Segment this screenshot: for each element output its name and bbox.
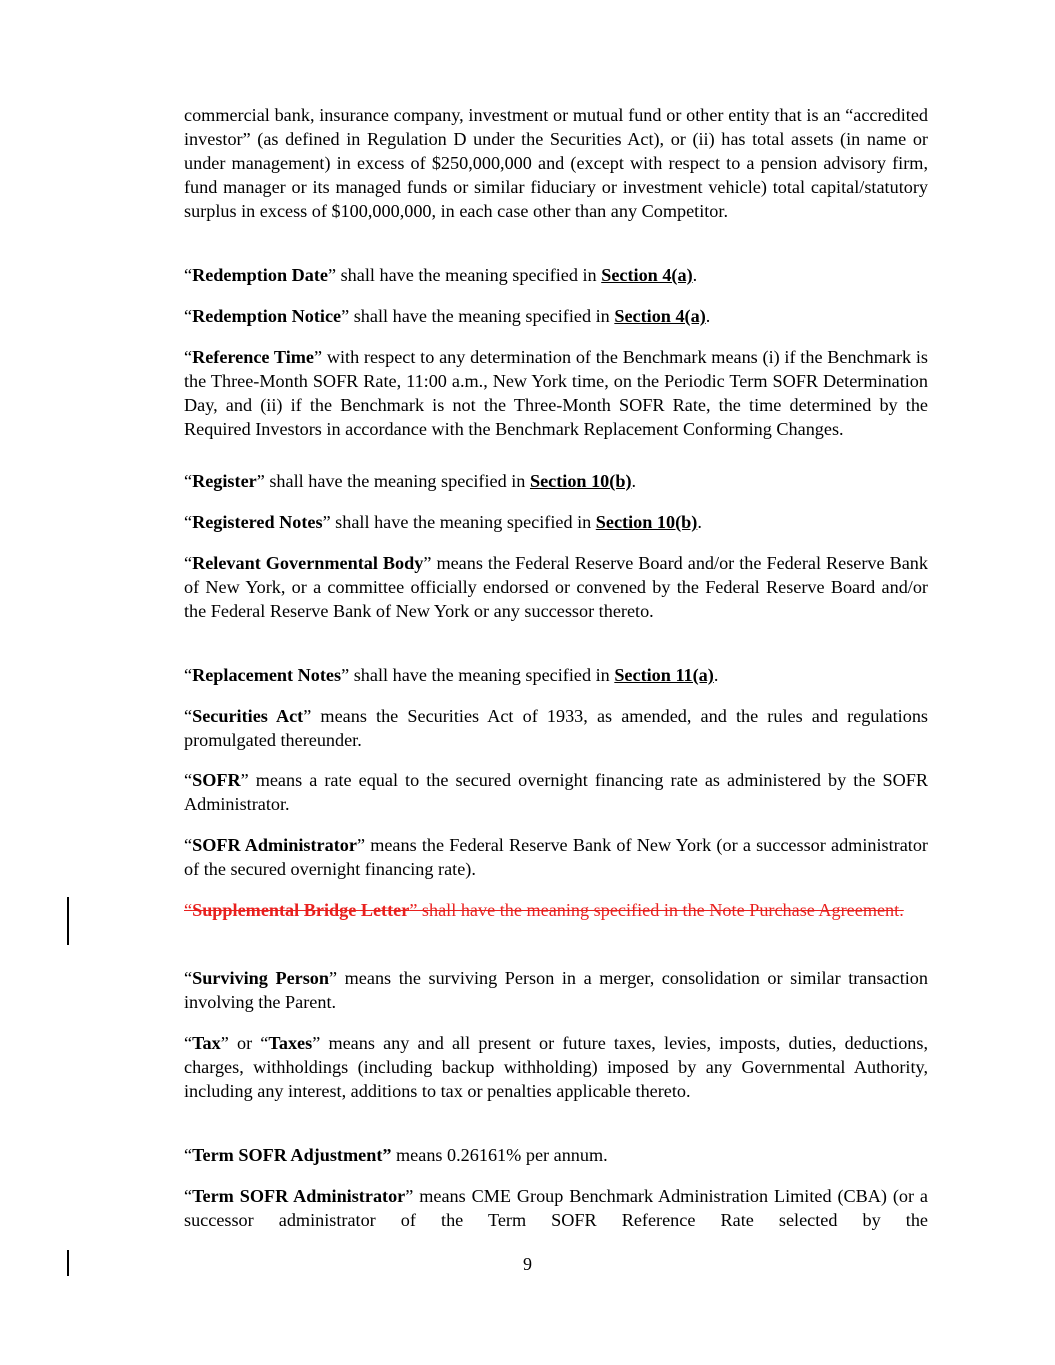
defined-term: Tax (192, 1033, 221, 1053)
defined-term: Redemption Notice (192, 306, 342, 326)
defined-term: Supplemental Bridge Letter (192, 900, 410, 920)
paragraph-intro (184, 103, 928, 223)
definition-securities-act: “Securities Act” means the Securities Act of 1933, as amended, and the rules and regulations promulgated thereunder. (184, 706, 928, 750)
definition-replacement-notes: “Replacement Notes” shall have the meaning specified in Section 11(a). (184, 665, 719, 685)
defined-term: SOFR Administrator (192, 835, 357, 855)
defined-term: Securities Act (192, 706, 304, 726)
defined-term: Surviving Person (192, 968, 330, 988)
definition-text: ” shall have the meaning specified in (327, 265, 602, 285)
revision-change-bar (67, 897, 69, 945)
defined-term: Registered Notes (192, 512, 323, 532)
section-reference: Section 10(b) (529, 471, 632, 491)
section-reference: Section 4(a) (601, 265, 693, 285)
definition-supplemental-bridge-letter-deleted: “Supplemental Bridge Letter” shall have the meaning specified in the Note Purchase Agreement. (184, 900, 904, 920)
definition-text: ” shall have the meaning specified in (341, 306, 615, 326)
definition-text: ” shall have the meaning specified in (256, 471, 530, 491)
definition-text: ” means the Federal Reserve Board and/or the Federal Reserve Bank of New York, or a committee officially endorsed or convened by the Federal Reserve Board and/or the Federal Reserve Bank of New York or any successor thereto. (184, 553, 928, 621)
definition-term-sofr-adjustment: “Term SOFR Adjustment” means 0.26161% per annum. (184, 1145, 608, 1165)
definition-text: ” means the Federal Reserve Bank of New York (or a successor administrator of the secured overnight financing rate). (184, 835, 928, 879)
definition-text: means 0.26161% per annum. (391, 1145, 608, 1165)
definition-text: ” shall have the meaning specified in the Note Purchase Agreement. (409, 900, 904, 920)
defined-term: SOFR (192, 770, 241, 790)
definition-register: “Register” shall have the meaning specified in Section 10(b). (184, 471, 637, 491)
defined-term: Replacement Notes (192, 665, 342, 685)
definition-reference-time: “Reference Time” with respect to any determination of the Benchmark means (i) if the Benchmark is the Three-Month SOFR Rate, 11:00 a.m., New York time, on the Periodic Term SOFR Determination Day, and (ii) if the Benchmark is not the Three-Month SOFR Rate, the time determined by the Required Investors in accordance with the Benchmark Replacement Conforming Changes. (184, 347, 928, 439)
defined-term: Relevant Governmental Body (192, 553, 424, 573)
term-separator: ” or “ (220, 1033, 269, 1053)
definition-text: ” means CME Group Benchmark Administration Limited (CBA) (or a successor administrator of the Term SOFR Reference Rate selected by the (184, 1186, 929, 1230)
definition-registered-notes: “Registered Notes” shall have the meaning specified in Section 10(b). (184, 512, 702, 532)
definition-redemption-date: “Redemption Date” shall have the meaning specified in Section 4(a). (184, 265, 698, 285)
definition-text: ” means any and all present or future taxes, levies, imposts, duties, deductions, charges, withholdings (including backup withholding) imposed by any Governmental Authority, including any interest, additions to tax or penalties applicable thereto. (184, 1033, 929, 1101)
defined-term: Term SOFR Administrator (192, 1186, 406, 1206)
section-reference: Section 11(a) (614, 665, 714, 685)
defined-term: Register (192, 471, 257, 491)
section-reference: Section 4(a) (614, 306, 706, 326)
definition-relevant-governmental-body: “Relevant Governmental Body” means the Federal Reserve Board and/or the Federal Reserve Bank of New York, or a committee officially endorsed or convened by the Federal Reserve Board and/or the Federal Reserve Bank of New York or any successor thereto. (184, 553, 928, 621)
definition-text: ” shall have the meaning specified in (322, 512, 596, 532)
definition-sofr-administrator: “SOFR Administrator” means the Federal Reserve Bank of New York (or a successor administrator of the secured overnight financing rate). (184, 835, 928, 879)
defined-term: Redemption Date (192, 265, 328, 285)
definition-surviving-person: “Surviving Person” means the surviving Person in a merger, consolidation or similar transaction involving the Parent. (184, 968, 928, 1012)
paragraph-text: commercial bank, insurance company, investment or mutual fund or other entity that is an “accredited investor” (as defined in Regulation D under the Securities Act), or (ii) has total assets (in name or under management) in excess of $250,000,000 and (except with respect to a pension advisory firm, fund manager or its managed funds or similar fiduciary or investment vehicle) total capital/statutory surplus in excess of $100,000,000, in each case other than any Competitor. (184, 105, 928, 221)
definition-text: ” with respect to any determination of the Benchmark means (i) if the Benchmark is the Three-Month SOFR Rate, 11:00 a.m., New York time, on the Periodic Term SOFR Determination Day, and (ii) if the Benchmark is not the Three-Month SOFR Rate, the time determined by the Required Investors in accordance with the Benchmark Replacement Conforming Changes. (184, 347, 928, 439)
definition-redemption-notice: “Redemption Notice” shall have the meaning specified in Section 4(a). (184, 306, 711, 326)
definition-text: ” means the Securities Act of 1933, as amended, and the rules and regulations promulgated thereunder. (184, 706, 928, 750)
definition-text: ” means the surviving Person in a merger, consolidation or similar transaction involving the Parent. (184, 968, 928, 1012)
defined-term: Reference Time (192, 347, 314, 367)
definition-tax: “Tax” or “Taxes” means any and all present or future taxes, levies, imposts, duties, deductions, charges, withholdings (including backup withholding) imposed by any Governmental Authority, including any interest, additions to tax or penalties applicable thereto. (184, 1033, 929, 1101)
definition-term-sofr-administrator: “Term SOFR Administrator” means CME Group Benchmark Administration Limited (CBA) (or a successor administrator of the Term SOFR Reference Rate selected by the (184, 1186, 929, 1230)
section-reference: Section 10(b) (595, 512, 698, 532)
definition-text: ” shall have the meaning specified in (341, 665, 615, 685)
page-number: 9 (523, 1254, 532, 1274)
defined-term-alt: Taxes (268, 1033, 313, 1053)
definition-sofr: “SOFR” means a rate equal to the secured overnight financing rate as administered by the SOFR Administrator. (184, 770, 928, 814)
defined-term: Term SOFR Adjustment” (192, 1145, 392, 1165)
definition-text: ” means a rate equal to the secured overnight financing rate as administered by the SOFR Administrator. (184, 770, 928, 814)
